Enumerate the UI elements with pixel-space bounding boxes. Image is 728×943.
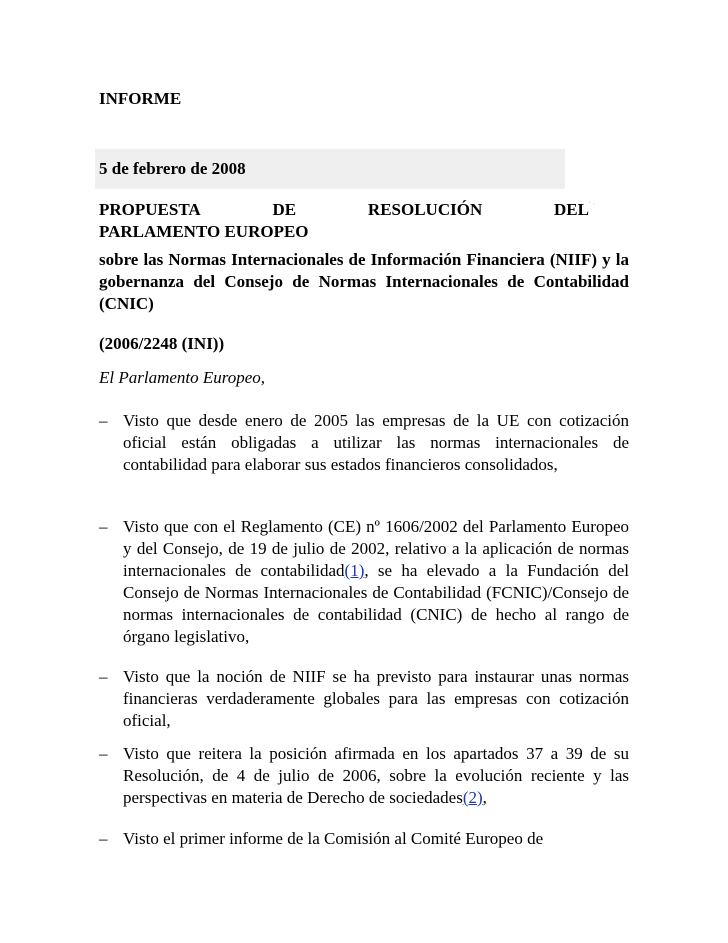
dash-bullet: –: [99, 517, 108, 536]
dash-bullet: –: [99, 744, 108, 763]
citation-text: Visto que desde enero de 2005 las empresas de la UE con cotización oficial están obligadas a utilizar las normas internacionales de contabilidad para elaborar sus estados financieros consolidados,: [123, 411, 629, 474]
proposal-word: RESOLUCIÓN: [367, 200, 483, 219]
dash-bullet: –: [99, 667, 108, 686]
dash-bullet: –: [99, 829, 108, 848]
citation-text-part: ,: [482, 788, 487, 807]
intro-comma: ,: [260, 368, 266, 387]
citation-item: [99, 743, 629, 809]
proposal-word: PROPUESTA: [99, 200, 201, 219]
proposal-word: DEL: [554, 200, 589, 219]
faint-marks: ' ·: [589, 200, 596, 209]
footnote-link-2[interactable]: (2): [462, 788, 483, 807]
dash-bullet: –: [99, 411, 108, 430]
intro-line: [99, 367, 629, 389]
footnote-link-1[interactable]: (1): [344, 561, 365, 580]
proposal-title-line2: PARLAMENTO EUROPEO: [99, 222, 309, 241]
citation-item: [99, 828, 629, 850]
citation-item: [99, 666, 629, 732]
citation-item: [99, 410, 629, 476]
citation-text: Visto que la noción de NIIF se ha previsto para instaurar unas normas financieras verdaderamente globales para las empresas con cotización oficial,: [123, 667, 629, 730]
citation-text: [123, 743, 629, 809]
citation-text-part: , se ha elevado a la Fundación del Consejo de Normas Internacionales de Contabilidad (FCNIC)/Consejo de normas internacionales de contabilidad (CNIC) de hecho al rango de órgano legislativo,: [123, 561, 629, 646]
citation-item: [99, 516, 629, 648]
proposal-title-line1: [99, 200, 589, 220]
proposal-word: DE: [272, 200, 297, 219]
citation-text-part: Visto que con el Reglamento (CE) nº 1606/2002 del Parlamento Europeo y del Consejo, de 19 de julio de 2002, relativo a la aplicación de normas internacionales de contabilidad: [123, 517, 629, 580]
procedure-code: (2006/2248 (INI)): [99, 334, 225, 353]
date-box: [95, 149, 565, 189]
citation-text-part: Visto que reitera la posición afirmada en los apartados 37 a 39 de su Resolución, de 4 de julio de 2006, sobre la evolución reciente y las perspectivas en materia de Derecho de sociedades: [123, 744, 629, 807]
citation-text: [123, 516, 629, 648]
report-date: 5 de febrero de 2008: [99, 159, 246, 178]
intro-text: El Parlamento Europeo: [99, 368, 261, 387]
citation-text: Visto el primer informe de la Comisión al Comité Europeo de: [123, 829, 544, 848]
report-heading: INFORME: [99, 89, 182, 108]
proposal-subtitle: sobre las Normas Internacionales de Información Financiera (NIIF) y la gobernanza del Consejo de Normas Internacionales de Contabilidad (CNIC): [99, 250, 629, 313]
